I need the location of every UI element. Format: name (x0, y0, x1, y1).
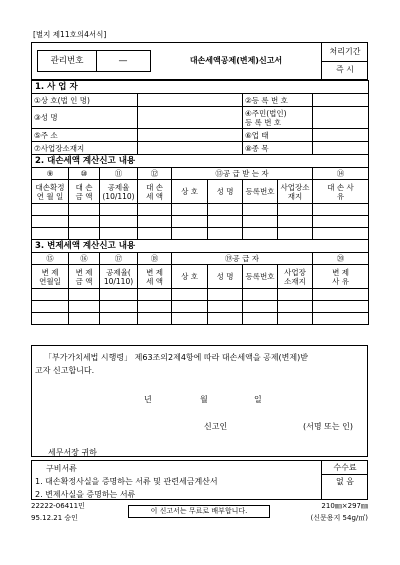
s2-num-14: ⑭ (313, 168, 369, 180)
s3-head-rate: 공제율( 10/110) (100, 265, 138, 289)
s2-head-rate: 공제율 (10/110) (100, 180, 138, 204)
s3-num-19: ⑲공 급 자 (172, 253, 313, 265)
day-label: 일 (254, 395, 262, 404)
section2-title: 2. 대손세액 계산신고 내용 (32, 155, 369, 168)
header-box (31, 42, 368, 80)
footer-paper-type: (신문용지 54g/㎡) (310, 514, 368, 522)
required-doc-1: 1. 대손확정사실을 증명하는 서류 및 관련세금계산서 (35, 477, 218, 486)
business-type-field[interactable] (313, 129, 369, 142)
biz-location-field[interactable] (138, 142, 243, 155)
business-item-label: ⑧종 목 (243, 142, 313, 155)
s3-sub-name: 상 호 (172, 265, 208, 289)
mgmt-no-value[interactable]: — (118, 56, 128, 66)
processing-value: 즉 시 (336, 65, 354, 74)
s3-num-17: ⑰ (100, 253, 138, 265)
s3-head-tax: 변 제 세 액 (138, 265, 172, 289)
s3-sub-location: 사업장 소재지 (278, 265, 313, 289)
required-docs-title: 구비서류 (46, 464, 77, 473)
s2-num-10: ⑩ (69, 168, 100, 180)
required-doc-2: 2. 변제사실을 증명하는 서류 (35, 490, 136, 499)
section3-title: 3. 변제세액 계산신고 내용 (32, 240, 369, 253)
s3-entry-row[interactable] (32, 289, 369, 301)
footer-notice: 이 신고서는 무료로 배부합니다. (128, 505, 270, 518)
rep-name-label: ③성 명 (32, 107, 138, 129)
s2-num-11: ⑪ (100, 168, 138, 180)
s2-entry-row[interactable] (32, 216, 369, 228)
s3-sub-person: 성 명 (208, 265, 243, 289)
biz-name-label: ①상 호(법 인 명) (32, 94, 138, 107)
declaration-box (31, 345, 368, 457)
s2-sub-regno: 등록번호 (243, 180, 278, 204)
s2-num-13: ⑬공 급 받 는 자 (172, 168, 313, 180)
processing-label: 처리기간 (322, 43, 368, 62)
signature-label[interactable]: (서명 또는 인) (303, 422, 353, 431)
s3-num-18: ⑱ (138, 253, 172, 265)
footer-approval-date: 95.12.21 승인 (31, 514, 78, 522)
fee-box (321, 461, 368, 499)
s3-head-amount: 변 제 금 액 (69, 265, 100, 289)
s2-entry-row[interactable] (32, 204, 369, 216)
month-label: 월 (200, 395, 208, 404)
required-docs-box (31, 460, 368, 500)
s3-head-reason: 변 제 사 유 (313, 265, 369, 289)
declaration-text-2: 고자 신고합니다. (35, 366, 95, 375)
biz-name-field[interactable] (138, 94, 243, 107)
s2-head-amount: 대 손 금 액 (69, 180, 100, 204)
s3-num-20: ⑳ (313, 253, 369, 265)
s2-num-12: ⑫ (138, 168, 172, 180)
s3-num-15: ⑮ (32, 253, 69, 265)
s2-head-tax: 대 손 세 액 (138, 180, 172, 204)
address-label: ⑤주 소 (32, 129, 138, 142)
fee-label: 수수료 (322, 461, 368, 475)
reg-no-label: ②등 록 번 호 (243, 94, 313, 107)
s2-num-9: ⑨ (32, 168, 69, 180)
s3-num-16: ⑯ (69, 253, 100, 265)
s2-head-date: 대손확정 연 월 일 (32, 180, 69, 204)
s3-entry-row[interactable] (32, 301, 369, 313)
year-label: 년 (144, 395, 152, 404)
s2-sub-person: 성 명 (208, 180, 243, 204)
resident-no-field[interactable] (313, 107, 369, 129)
form-label: [별지 제11호의4서식] (33, 30, 107, 39)
reg-no-field[interactable] (313, 94, 369, 107)
mgmt-no-label: 관리번호 (38, 51, 97, 71)
mgmt-no-box (37, 50, 151, 72)
s3-sub-regno: 등록번호 (243, 265, 278, 289)
business-type-label: ⑥업 태 (243, 129, 313, 142)
s2-entry-row[interactable] (32, 228, 369, 240)
address-field[interactable] (138, 129, 243, 142)
fee-value: 없 음 (336, 477, 354, 486)
resident-no-label: ④주민(법인) 등 록 번 호 (243, 107, 313, 129)
s2-sub-name: 상 호 (172, 180, 208, 204)
biz-location-label: ⑦사업장소재지 (32, 142, 138, 155)
footer-code: 22222-06411민 (31, 502, 85, 510)
s3-entry-row[interactable] (32, 313, 369, 325)
declaration-text-1: 「부가가치세법 시행령」 제63조의2제4항에 따라 대손세액을 공제(변제)받 (44, 353, 308, 362)
form-title: 대손세액공제(변제)신고서 (189, 56, 283, 65)
main-form-table (31, 80, 369, 325)
rep-name-field[interactable] (138, 107, 243, 129)
reporter-label: 신고인 (204, 422, 228, 431)
processing-box (321, 43, 368, 79)
footer-paper-size: 210㎜×297㎜ (321, 502, 368, 510)
business-item-field[interactable] (313, 142, 369, 155)
addressee-label: 세무서장 귀하 (48, 448, 97, 457)
s2-head-reason: 대 손 사 유 (313, 180, 369, 204)
s2-sub-location: 사업장소 재지 (278, 180, 313, 204)
s3-head-date: 변 제 연월일 (32, 265, 69, 289)
section1-title: 1. 사 업 자 (32, 81, 369, 94)
